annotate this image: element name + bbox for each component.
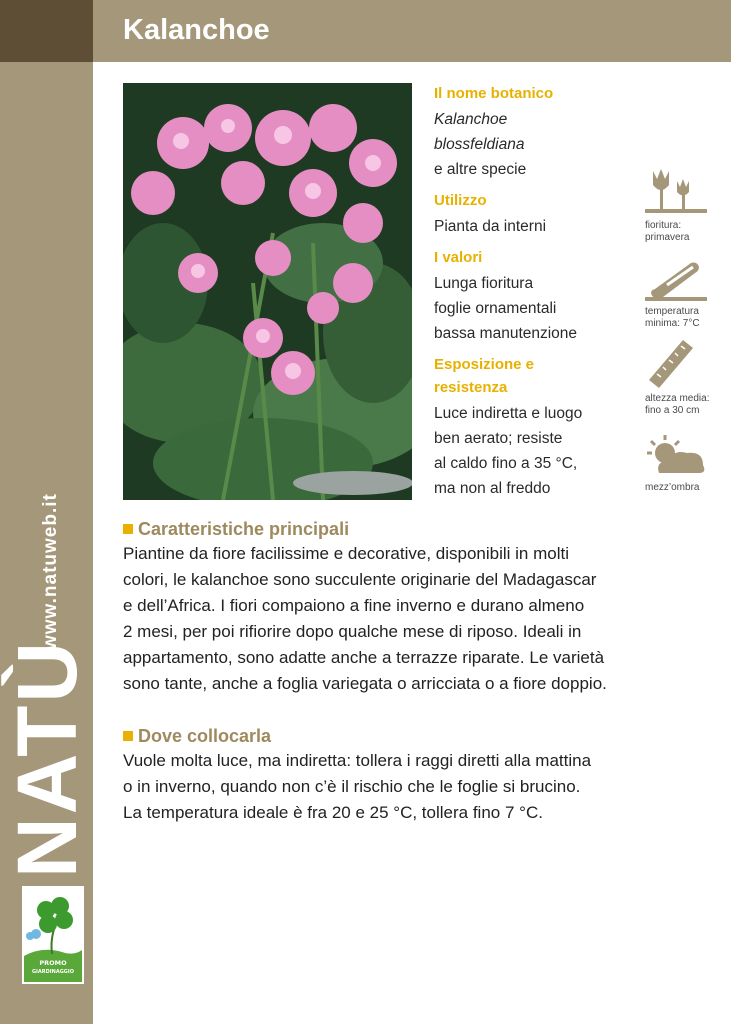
tulip-icon: [645, 165, 707, 215]
exposure-line: al caldo fino a 35 °C,: [434, 455, 578, 472]
placement-title: Dove collocarla: [138, 726, 272, 746]
header-bar: [93, 0, 731, 62]
botanical-name-line-1: Kalanchoe: [434, 111, 508, 128]
thermometer-icon: [645, 255, 707, 301]
placement-heading: [123, 724, 703, 748]
placement-line: Vuole molta luce, ma indiretta: tollera i raggi diretti alla mattina: [123, 751, 592, 770]
features-line: e dell’Africa. I fiori compaiono a fine inverno e durano almeno: [123, 596, 585, 615]
height-caption-2: fino a 30 cm: [645, 405, 700, 416]
exposure-line: ma non al freddo: [434, 480, 551, 497]
features-line: sono tante, anche a foglia variegata o arricciata o a fiore doppio.: [123, 674, 607, 693]
bullet-square-icon: [123, 731, 133, 741]
placement-line: o in inverno, quando non c’è il rischio che le foglie si brucino.: [123, 777, 581, 796]
temperature-info: [645, 255, 725, 330]
logo-promo-text: PROMO: [39, 959, 67, 967]
features-line: colori, le kalanchoe sono succulente originarie del Madagascar: [123, 570, 597, 589]
placement-section: [123, 724, 703, 826]
botanical-name-line-2: blossfeldiana: [434, 136, 525, 153]
sidebar-vertical-branding: [0, 18, 94, 878]
sun-cloud-icon: [645, 433, 707, 477]
value-item: bassa manutenzione: [434, 325, 578, 342]
light-info: [645, 433, 725, 494]
temperature-caption-1: temperatura: [645, 306, 699, 317]
promo-giardinaggio-logo: [22, 886, 84, 984]
height-info: [645, 338, 725, 417]
use-value: Pianta da interni: [434, 218, 547, 235]
website-link[interactable]: www.natuweb.it: [40, 493, 61, 650]
features-section: [123, 517, 703, 697]
ruler-icon: [645, 338, 707, 388]
page-title: Kalanchoe: [123, 14, 270, 46]
exposure-line: ben aerato; resiste: [434, 430, 563, 447]
features-heading: [123, 517, 703, 541]
exposure-heading-line-1: Esposizione e: [434, 356, 535, 373]
botanical-name-heading: Il nome botanico: [434, 85, 554, 102]
flowering-caption-1: fioritura:: [645, 220, 682, 231]
exposure-line: Luce indiretta e luogo: [434, 405, 583, 422]
value-item: Lunga fioritura: [434, 275, 534, 292]
use-heading: Utilizzo: [434, 192, 487, 209]
features-line: appartamento, sono adatte anche a terrazze riparate. Le varietà: [123, 648, 605, 667]
flowering-info: [645, 165, 725, 244]
values-heading: I valori: [434, 249, 483, 266]
value-item: foglie ornamentali: [434, 300, 557, 317]
logo-giardinaggio-text: GIARDINAGGIO: [31, 969, 75, 975]
flowering-caption-2: primavera: [645, 232, 690, 243]
placement-line: La temperatura ideale è fra 20 e 25 °C, tollera fino 7 °C.: [123, 803, 543, 822]
temperature-caption-2: minima: 7°C: [645, 318, 700, 329]
features-line: 2 mesi, per poi rifiorire dopo qualche mese di riposo. Ideali in: [123, 622, 582, 641]
height-caption-1: altezza media:: [645, 393, 710, 404]
brand-logo-text: NATÙ: [0, 638, 94, 878]
plant-info: [434, 84, 624, 501]
bullet-square-icon: [123, 524, 133, 534]
kalanchoe-photo: [123, 83, 412, 500]
exposure-heading-line-2: resistenza: [434, 379, 508, 396]
left-sidebar: [0, 0, 93, 1024]
features-title: Caratteristiche principali: [138, 519, 350, 539]
light-caption: mezz’ombra: [645, 482, 700, 493]
features-line: Piantine da fiore facilissime e decorative, disponibili in molti: [123, 544, 569, 563]
botanical-other-species: e altre specie: [434, 161, 527, 178]
